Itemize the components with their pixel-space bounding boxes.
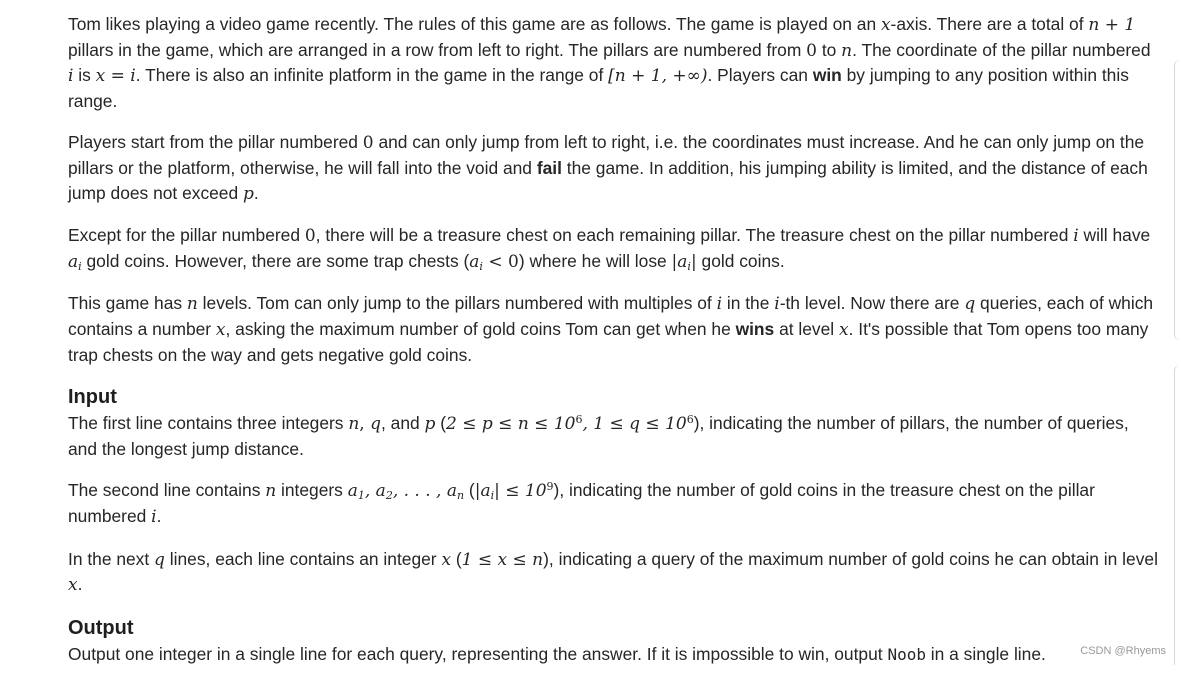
math-x: x [441,549,452,570]
math-zero: 0 [304,226,316,247]
math-x-eq-i: x = i [95,66,136,87]
input-line-2: The second line contains n integers $a_1$, $a_2$, . . . , $a_n$ $(|a_i| \le 10^9)$, indicating the number of gold coins in the treasure chest on the pillar numbered i. [68,480,1095,527]
math-x: x [215,319,226,340]
side-scroll-indicator[interactable] [1174,60,1181,340]
math-constraint: $2 \le p \le n \le 10^6$, $1 \le q \le 10^6$ [446,413,694,435]
math-n: n [186,294,198,315]
math-zero: 0 [806,40,817,61]
math-sequence: $a_1$, $a_2$, . . . , $a_n$ [347,481,465,503]
math-range: [n + 1, +∞) [608,66,708,87]
math-n-plus-1: n + 1 [1088,15,1136,35]
math-i: i [68,66,74,87]
math-i: i [774,294,780,315]
bold-win: win [812,65,842,86]
problem-statement [68,12,1158,684]
paragraph-game-rules: Tom likes playing a video game recently. The rules of this game are as follows. The game is played on an x-axis. There are a total of n + 1 pillars in the game, which are arranged in a row from left to right. The pillars are numbered from 0 to n. The coordinate of the pillar numbered i is x = i. There is also an infinite platform in the game in the range of [n + 1, +∞). Players can win by jumping to any position within this range. [68,14,1151,111]
math-query-bound: 1 ≤ x ≤ n [461,549,544,570]
math-zero: 0 [362,133,374,154]
math-x: x [880,15,891,35]
bold-wins: wins [735,318,775,339]
math-x: x [68,575,78,596]
math-i: i [151,506,157,527]
math-n: n [841,40,853,61]
math-a-i: $a_i$ [68,251,82,273]
math-p: p [424,414,436,435]
math-i: i [716,294,723,315]
math-x: x [839,319,849,340]
output-line: Output one integer in a single line for each query, representing the answer. If it is impossible to win, output Noob in a single line. [68,643,1046,664]
input-line-3: In the next q lines, each line contains an integer x (1 ≤ x ≤ n), indicating a query of the maximum number of gold coins he can obtain in level x. [68,548,1158,596]
side-scroll-indicator-lower[interactable] [1174,365,1181,665]
output-heading: Output [68,616,134,639]
math-n: n [348,414,360,435]
math-n: n [265,481,277,502]
csdn-watermark: CSDN @Rhyems [1080,645,1166,657]
math-p: p [243,183,254,204]
math-q: q [964,294,976,315]
input-heading: Input [68,386,117,409]
math-abs-a-i: $|a_i|$ [671,251,697,273]
input-line-1: The first line contains three integers n, q, and p ($2 \le p \le n \le 10^6$, $1 \le q \le 10^6$), indicating the number of pillars, the number of queries, and the longest jump distance. [68,413,1129,459]
math-trap-condition: $a_i < 0$ [469,251,519,273]
math-q: q [154,549,165,570]
bold-fail: fail [536,157,562,178]
math-i: i [1073,226,1079,247]
paragraph-jump-rules: Players start from the pillar numbered 0 and can only jump from left to right, i.e. the coordinates must increase. And he can only jump on the pillars or the platform, otherwise, he will fall into the void and fail the game. In addition, his jumping ability is limited, and the distance of each jump does not exceed p. [68,132,1148,204]
paragraph-levels: This game has n levels. Tom can only jump to the pillars numbered with multiples of i in the i-th level. Now there are q queries, each of which contains a number x, asking the maximum number of gold coins Tom can get when he wins at level x. It's possible that Tom opens too many trap chests on the way and gets negative gold coins. [68,293,1154,365]
math-q: q [370,414,381,435]
math-abs-bound: $|a_i| \le 10^9$ [474,480,554,503]
code-noob: Noob [887,644,926,664]
paragraph-treasure: Except for the pillar numbered 0, there will be a treasure chest on each remaining pillar. The treasure chest on the pillar numbered i will have $a_i$ gold coins. However, there are some trap chests $(a_i < 0)$ where he will lose $|a_i|$ gold coins. [68,225,1151,273]
